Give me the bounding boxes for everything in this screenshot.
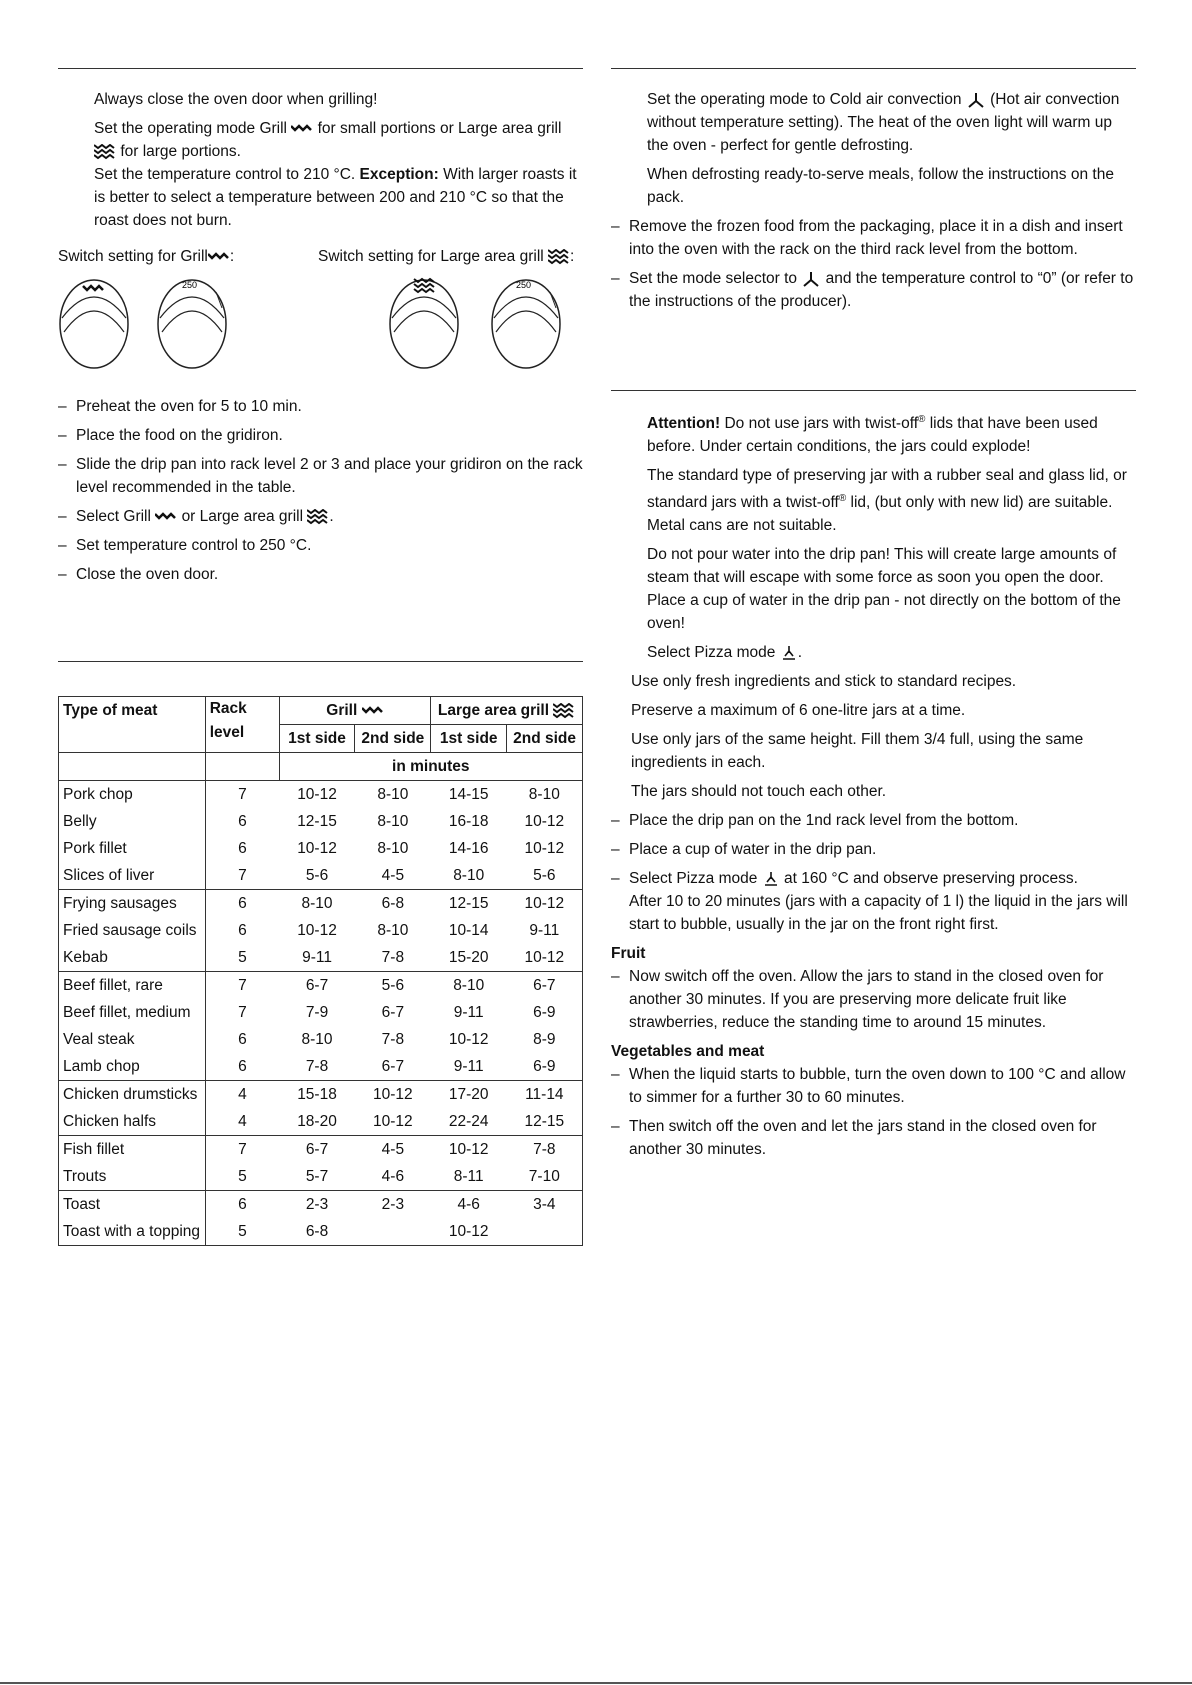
header-large-grill: Large area grill — [431, 697, 583, 725]
table-cell — [507, 1218, 583, 1246]
table-cell: 6-9 — [533, 1058, 556, 1075]
meat-type-cell: Pork chop — [59, 781, 206, 809]
meat-type-cell: Fish fillet — [59, 1136, 206, 1164]
table-cell: 15-20 — [448, 949, 489, 966]
table-cell: 6 — [238, 922, 247, 939]
dial-value: 250 — [516, 280, 532, 290]
table-cell: 22-24 — [448, 1113, 489, 1130]
table-cell: 7-8 — [507, 1136, 583, 1164]
table-cell: 8-10 — [431, 972, 507, 1000]
table-cell: 2-3 — [355, 1191, 431, 1219]
table-row — [59, 781, 583, 809]
table-row — [59, 1026, 583, 1053]
height-text: Use only jars of the same height. Fill them 3/4 full, using the same ingredients in each. — [631, 731, 1084, 772]
pizza-icon — [780, 645, 798, 661]
list-item: – Place a cup of water in the drip pan. — [611, 838, 1136, 861]
table-cell: 6-8 — [305, 1223, 329, 1240]
section-rule — [611, 68, 1136, 69]
grill-icon — [208, 252, 230, 262]
table-cell: 4-6 — [431, 1191, 507, 1219]
table-cell: 8-10 — [377, 922, 409, 939]
table-cell: 10-12 — [524, 949, 565, 966]
table-cell: 6-7 — [279, 972, 355, 1000]
jar-text: The standard type of preserving jar with a rubber seal and glass lid, or standard jars with a twist-off® lid, (but only with new lid) are suitable. Metal cans are not suitable. — [647, 467, 1127, 535]
table-cell: 10-12 — [431, 1136, 507, 1164]
temperature-knob-grill — [156, 272, 236, 372]
table-row — [59, 1081, 583, 1109]
table-cell: 10-12 — [297, 840, 337, 857]
table-cell: 4-6 — [381, 1168, 405, 1185]
table-cell: 12-15 — [431, 890, 507, 918]
meat-type-cell: Veal steak — [59, 1026, 206, 1053]
section-rule — [611, 390, 1136, 391]
temperature-knob-large-grill — [490, 272, 570, 372]
header-type: Type of meat — [59, 697, 206, 753]
switch-large-caption: Switch setting for Large area grill : — [318, 248, 575, 265]
table-cell: 8-10 — [279, 890, 355, 918]
attention-text: Attention! Do not use jars with twist-off® lids that have been used before. Under certain conditions, the jars could explode! — [647, 414, 1098, 456]
table-cell: 5 — [238, 1168, 247, 1185]
meat-type-cell: Beef fillet, medium — [59, 999, 206, 1026]
table-cell: 6-7 — [381, 1004, 405, 1021]
table-cell: 7 — [238, 867, 247, 884]
header-side2: 2nd side — [355, 725, 431, 753]
table-cell: 12-15 — [297, 813, 337, 830]
table-cell: 10-12 — [373, 1113, 413, 1130]
grill-note: Always close the oven door when grilling! — [94, 91, 378, 108]
list-item: – Select Grill or Large area grill . — [58, 505, 583, 528]
table-cell: 6-7 — [507, 972, 583, 1000]
table-cell: 6-7 — [279, 1136, 355, 1164]
table-cell: 7-8 — [381, 949, 405, 966]
defrost-text: Set the operating mode to Cold air convection (Hot air convection without temperature setting). The heat of the oven light will warm up the oven - perfect for gentle defrosting. — [647, 91, 1120, 154]
grill-mode-text: Set the operating mode Grill for small portions or Large area grill for large portions. — [94, 120, 562, 160]
list-item: – Then switch off the oven and let the jars stand in the closed oven for another 30 minutes. — [611, 1115, 1136, 1161]
header-side2: 2nd side — [513, 730, 576, 747]
table-row — [59, 835, 583, 862]
list-item: – Set temperature control to 250 °C. — [58, 534, 583, 557]
meat-type-cell: Belly — [59, 808, 206, 835]
table-cell: 7-10 — [528, 1168, 560, 1185]
meat-type-cell: Toast with a topping — [59, 1218, 206, 1246]
table-cell: 4 — [205, 1081, 279, 1109]
table-cell: 10-12 — [507, 890, 583, 918]
table-cell: 6 — [205, 890, 279, 918]
meat-type-cell: Slices of liver — [59, 862, 206, 890]
table-row — [59, 917, 583, 944]
page-bottom-rule — [0, 1682, 1192, 1684]
list-item: – Slide the drip pan into rack level 2 or 3 and place your gridiron on the rack level recommended in the table. — [58, 453, 583, 499]
grill-icon — [155, 512, 177, 522]
header-side1: 1st side — [431, 725, 507, 753]
header-rack: Rack level — [205, 697, 279, 753]
table-cell: 8-10 — [507, 781, 583, 809]
table-row — [59, 1218, 583, 1246]
table-cell: 10-12 — [524, 840, 565, 857]
grill-steps — [58, 395, 583, 586]
table-cell: 10-12 — [448, 1031, 489, 1048]
table-row — [59, 1108, 583, 1136]
meat-type-cell: Pork fillet — [59, 835, 206, 862]
mode-knob-large-grill — [388, 272, 468, 372]
table-row — [59, 1163, 583, 1191]
table-cell: 10-14 — [448, 922, 489, 939]
meat-type-cell: Beef fillet, rare — [59, 972, 206, 1000]
table-cell: 6-9 — [533, 1004, 556, 1021]
list-item: – Remove the frozen food from the packaging, place it in a dish and insert into the oven with the rack on the third rack level from the bottom. — [611, 215, 1136, 261]
table-cell: 10-12 — [297, 922, 337, 939]
list-item: – When the liquid starts to bubble, turn the oven down to 100 °C and allow to simmer for a further 30 to 60 minutes. — [611, 1063, 1136, 1109]
fruit-heading: Fruit — [611, 945, 646, 963]
grill-time-table — [58, 696, 583, 1246]
table-cell: 10-12 — [355, 1081, 431, 1109]
table-cell: 7 — [205, 1136, 279, 1164]
header-unit: in minutes — [279, 753, 582, 781]
table-cell: 6 — [238, 813, 247, 830]
meat-type-cell: Trouts — [59, 1163, 206, 1191]
touch-text: The jars should not touch each other. — [631, 783, 887, 801]
meat-type-cell: Chicken halfs — [59, 1108, 206, 1136]
pizza-text: Select Pizza mode . — [647, 644, 802, 662]
table-cell: 2-3 — [279, 1191, 355, 1219]
table-cell: 5-6 — [533, 867, 556, 884]
large-area-grill-icon — [307, 509, 329, 525]
large-area-grill-icon — [553, 703, 575, 719]
table-cell: 4-5 — [381, 867, 405, 884]
table-cell: 7-8 — [381, 1031, 405, 1048]
table-cell: 3-4 — [507, 1191, 583, 1219]
defrost-text: When defrosting ready-to-serve meals, follow the instructions on the pack. — [647, 166, 1114, 206]
max-text: Preserve a maximum of 6 one-litre jars at a time. — [631, 702, 966, 720]
fan-icon — [801, 270, 821, 288]
table-row — [59, 1053, 583, 1081]
table-cell: 10-12 — [279, 781, 355, 809]
table-row — [59, 999, 583, 1026]
table-cell: 11-14 — [507, 1081, 583, 1109]
table-cell: 9-11 — [453, 1058, 484, 1075]
table-cell: 6 — [238, 1031, 247, 1048]
table-cell: 5 — [238, 949, 247, 966]
table-cell: 8-10 — [355, 781, 431, 809]
table-cell: 7-8 — [305, 1058, 329, 1075]
table-row — [59, 890, 583, 918]
list-item: – Place the drip pan on the 1nd rack level from the bottom. — [611, 809, 1136, 832]
meat-type-cell: Frying sausages — [59, 890, 206, 918]
table-cell: 8-10 — [453, 867, 485, 884]
table-cell: 5-6 — [305, 867, 329, 884]
table-row — [59, 972, 583, 1000]
temperature-text: Set the temperature control to 210 °C. Exception: With larger roasts it is better to select a temperature between 200 and 210 °C so that the roast does not burn. — [94, 166, 577, 229]
table-cell: 8-10 — [377, 813, 409, 830]
table-row — [59, 1136, 583, 1164]
table-cell: 10-12 — [524, 813, 565, 830]
section-rule — [58, 661, 583, 662]
header-grill: Grill — [279, 697, 431, 725]
list-item: – Place the food on the gridiron. — [58, 424, 583, 447]
water-text: Do not pour water into the drip pan! This will create large amounts of steam that will escape with some force as soon you open the door. Place a cup of water in the drip pan - not directly on the bottom of the oven! — [647, 546, 1121, 633]
table-cell: 16-18 — [448, 813, 489, 830]
table-cell: 14-15 — [431, 781, 507, 809]
table-cell: 4-5 — [355, 1136, 431, 1164]
list-item: – Preheat the oven for 5 to 10 min. — [58, 395, 583, 418]
table-cell: 15-18 — [279, 1081, 355, 1109]
table-cell: 9-11 — [529, 922, 560, 939]
table-cell: 8-10 — [301, 1031, 333, 1048]
table-cell: 8-10 — [377, 840, 409, 857]
mode-knob-grill — [58, 272, 138, 372]
section-rule — [58, 68, 583, 69]
table-cell: 7 — [205, 781, 279, 809]
table-cell: 5-6 — [355, 972, 431, 1000]
list-item: – Select Pizza mode at 160 °C and observe preserving process. After 10 to 20 minutes (jars with a capacity of 1 l) the liquid in the jars will start to bubble, usually in the jar on the front right first. — [611, 867, 1136, 936]
table-cell: 5-7 — [305, 1168, 329, 1185]
grill-icon — [291, 124, 313, 134]
list-item: – Close the oven door. — [58, 563, 583, 586]
table-row — [59, 808, 583, 835]
header-side1: 1st side — [279, 725, 355, 753]
table-cell: 7 — [205, 972, 279, 1000]
list-item: – Now switch off the oven. Allow the jars to stand in the closed oven for another 30 minutes. If you are preserving more delicate fruit like strawberries, reduce the standing time to around 15 minutes. — [611, 965, 1136, 1034]
table-cell: 8-11 — [453, 1168, 484, 1185]
table-cell: 17-20 — [431, 1081, 507, 1109]
table-row — [59, 862, 583, 890]
table-cell: 12-15 — [524, 1113, 565, 1130]
meat-type-cell: Toast — [59, 1191, 206, 1219]
table-cell: 6 — [205, 1191, 279, 1219]
dial-value: 250 — [182, 280, 198, 290]
table-cell: 18-20 — [297, 1113, 337, 1130]
large-area-grill-icon — [94, 144, 116, 160]
meat-type-cell: Chicken drumsticks — [59, 1081, 206, 1109]
fan-icon — [966, 91, 986, 109]
table-cell: 7 — [238, 1004, 247, 1021]
table-cell: 6-8 — [355, 890, 431, 918]
fresh-text: Use only fresh ingredients and stick to standard recipes. — [631, 673, 1017, 691]
table-cell: 8-9 — [533, 1031, 556, 1048]
table-cell: 10-12 — [448, 1223, 489, 1240]
table-cell: 9-11 — [302, 949, 332, 966]
meat-type-cell: Kebab — [59, 944, 206, 972]
table-cell — [355, 1218, 431, 1246]
switch-grill-caption: Switch setting for Grill : — [58, 248, 235, 265]
list-item: – Set the mode selector to and the temperature control to “0” (or refer to the instructions of the producer). — [611, 267, 1136, 313]
table-cell: 4 — [238, 1113, 247, 1130]
grill-icon — [362, 706, 384, 716]
meat-type-cell: Lamb chop — [59, 1053, 206, 1081]
table-cell: 7-9 — [305, 1004, 329, 1021]
pizza-icon — [762, 871, 780, 887]
large-area-grill-icon — [548, 249, 570, 265]
table-cell: 6 — [238, 1058, 247, 1075]
table-row — [59, 1191, 583, 1219]
table-cell: 9-11 — [453, 1004, 484, 1021]
table-cell: 6 — [238, 840, 247, 857]
table-cell: 5 — [238, 1223, 247, 1240]
meat-type-cell: Fried sausage coils — [59, 917, 206, 944]
table-cell: 6-7 — [381, 1058, 405, 1075]
table-cell: 14-16 — [448, 840, 489, 857]
table-row — [59, 944, 583, 972]
veg-heading: Vegetables and meat — [611, 1043, 765, 1061]
